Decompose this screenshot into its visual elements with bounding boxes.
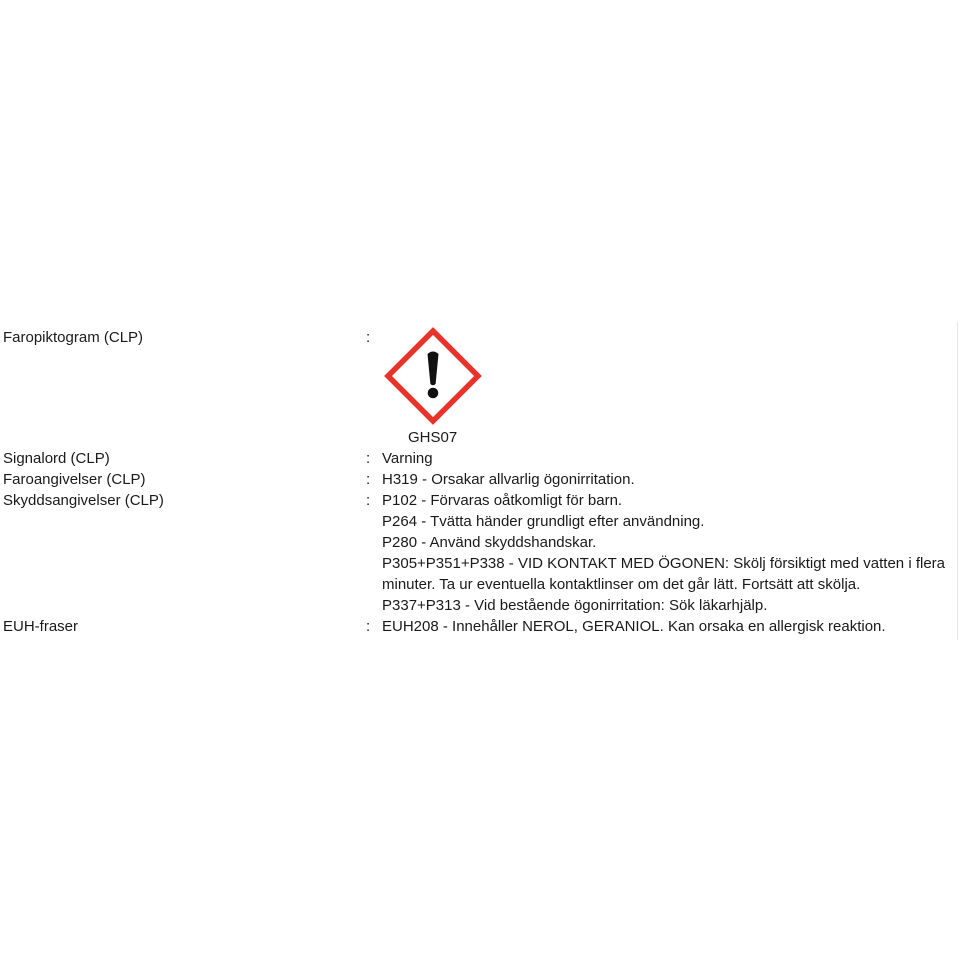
euh-phrase-euh208: EUH208 - Innehåller NEROL, GERANIOL. Kan orsaka en allergisk reaktion. <box>382 618 886 635</box>
hazard-statements-row <box>0 469 960 490</box>
euh-phrases-label: EUH-fraser <box>3 618 79 635</box>
precautionary-statement-line <box>0 595 960 616</box>
precautionary-statement-line <box>0 574 960 595</box>
signal-word-value: Varning <box>382 450 433 467</box>
pictogram-label: Faropiktogram (CLP) <box>3 329 144 346</box>
pictogram-code: GHS07 <box>408 429 458 446</box>
precautionary-statement-p264: P264 - Tvätta händer grundligt efter användning. <box>382 513 705 530</box>
euh-phrases-separator: : <box>366 618 371 635</box>
ghs07-exclamation-mark-icon <box>384 327 482 425</box>
hazard-statements-separator: : <box>366 471 371 488</box>
precautionary-statement-line <box>0 553 960 574</box>
precautionary-statement-p305-p351-p338: P305+P351+P338 - VID KONTAKT MED ÖGONEN: Skölj försiktigt med vatten i flera <box>382 555 945 572</box>
precautionary-statements-label: Skyddsangivelser (CLP) <box>3 492 164 509</box>
precautionary-statement-line <box>0 511 960 532</box>
pictogram-separator: : <box>366 329 371 346</box>
euh-phrases-row <box>0 616 960 637</box>
precautionary-statements-separator: : <box>366 492 371 509</box>
precautionary-statement-p102: P102 - Förvaras oåtkomligt för barn. <box>382 492 623 509</box>
precautionary-statement-p337-p313: P337+P313 - Vid bestående ögonirritation: Sök läkarhjälp. <box>382 597 768 614</box>
precautionary-statement-line <box>0 532 960 553</box>
precautionary-statement-p280: P280 - Använd skyddshandskar. <box>382 534 597 551</box>
hazard-statement-h319: H319 - Orsakar allvarlig ögonirritation. <box>382 471 635 488</box>
hazard-statements-label: Faroangivelser (CLP) <box>3 471 146 488</box>
precautionary-statement-p305-continuation: minuter. Ta ur eventuella kontaktlinser om det går lätt. Fortsätt att skölja. <box>382 576 861 593</box>
precautionary-statements-row <box>0 490 960 511</box>
signal-word-row <box>0 448 960 469</box>
signal-word-separator: : <box>366 450 371 467</box>
signal-word-label: Signalord (CLP) <box>3 450 110 467</box>
